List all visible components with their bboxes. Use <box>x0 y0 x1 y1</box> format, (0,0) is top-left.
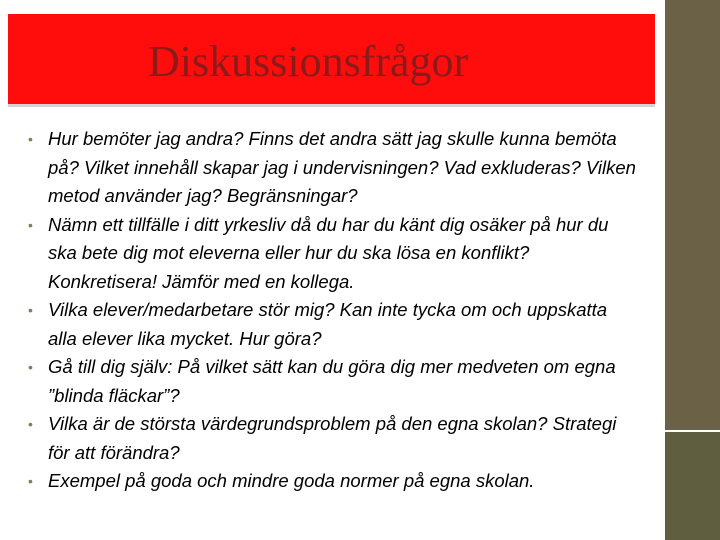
bullet-text: Nämn ett tillfälle i ditt yrkesliv då du har du känt dig osäker på hur du ska bete dig mot eleverna eller hur du ska lösa en konflikt? Konkretisera! Jämför med en kollega. <box>48 213 609 292</box>
list-item <box>28 353 640 410</box>
list-item <box>28 410 640 467</box>
bullet-icon: • <box>28 473 33 489</box>
side-band <box>665 0 720 432</box>
bullet-icon: • <box>28 131 33 147</box>
bullet-text: Vilka är de största värdegrundsproblem på den egna skolan? Strategi för att förändra? <box>48 413 617 463</box>
bullet-icon: • <box>28 416 33 432</box>
list-item <box>28 296 640 353</box>
list-item <box>28 211 640 297</box>
bullet-text: Gå till dig själv: På vilket sätt kan du göra dig mer medveten om egna ”blinda fläckar”? <box>48 356 616 406</box>
bullet-icon: • <box>28 359 33 375</box>
slide-title: Diskussionsfrågor <box>148 37 469 86</box>
bullet-icon: • <box>28 216 33 233</box>
bullet-text: Vilka elever/medarbetare stör mig? Kan inte tycka om och uppskatta alla elever lika mycket. Hur göra? <box>48 299 608 349</box>
list-item <box>28 125 640 211</box>
bullet-icon: • <box>28 302 33 318</box>
bullet-text: Exempel på goda och mindre goda normer på egna skolan. <box>48 470 535 491</box>
title-banner <box>8 14 655 107</box>
side-band-lower <box>665 432 720 540</box>
bullet-text: Hur bemöter jag andra? Finns det andra sätt jag skulle kunna bemöta på? Vilket innehåll skapar jag i undervisningen? Vad exkluderas? Vilken metod använder jag? Begränsningar? <box>48 128 636 206</box>
list-item <box>28 467 640 496</box>
bullet-list <box>28 125 640 496</box>
